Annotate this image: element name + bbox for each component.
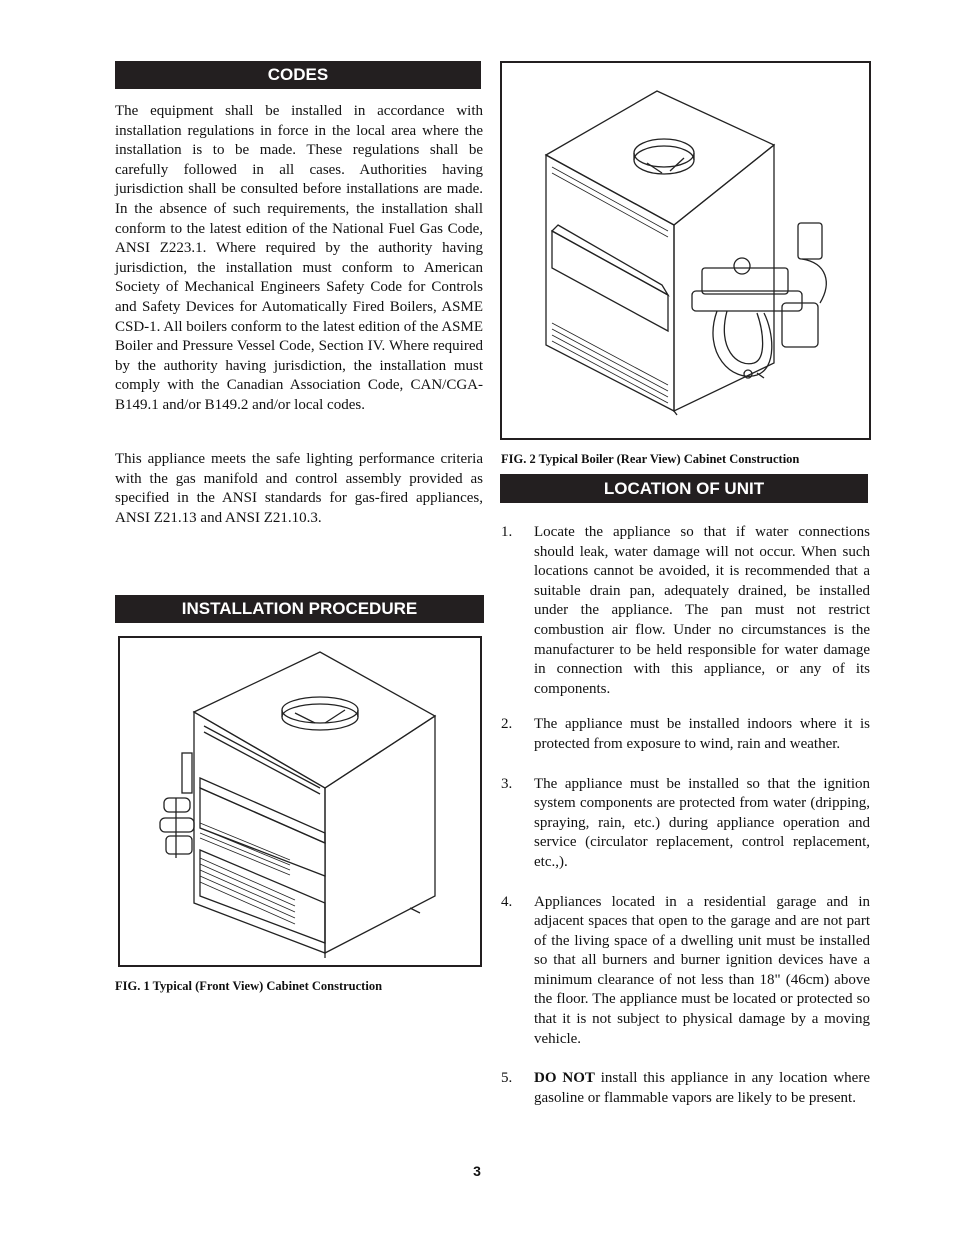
list-item-number: 5.: [501, 1070, 513, 1087]
list-item-text-rest: install this appliance in any location where gasoline or flammable vapors are likely to be present.: [534, 1070, 870, 1106]
fig2-frame: [500, 61, 871, 440]
installation-procedure-heading: INSTALLATION PROCEDURE: [115, 595, 484, 623]
list-item-text: The appliance must be installed indoors where it is protected from exposure to wind, rain and weather.: [534, 716, 870, 752]
list-item-number: 3.: [501, 775, 513, 792]
codes-heading: CODES: [115, 61, 481, 89]
fig1-caption: FIG. 1 Typical (Front View) Cabinet Construction: [115, 979, 383, 993]
list-item: [501, 893, 870, 1050]
page-number: 3: [473, 1163, 481, 1179]
list-item-text: The appliance must be installed so that the ignition system components are protected from water (dripping, spraying, rain, etc.) during appliance operation and service (circulator replacement, control replacement, etc.,).: [534, 775, 870, 870]
boiler-rear-view-illustration: [502, 63, 869, 438]
fig2-caption: FIG. 2 Typical Boiler (Rear View) Cabinet Construction: [501, 452, 800, 466]
list-item: [501, 715, 870, 754]
list-item-number: 4.: [501, 893, 513, 910]
list-item-number: 1.: [501, 524, 513, 540]
boiler-front-view-illustration: [120, 638, 480, 965]
location-list: [501, 523, 870, 1108]
fig1-frame: [118, 636, 482, 967]
list-item: [501, 775, 870, 873]
list-item: [501, 523, 870, 699]
codes-paragraph-2: This appliance meets the safe lighting performance criteria with the gas manifold and control assembly provided as specified in the ANSI standards for gas-fired appliances, ANSI Z21.13 and ANSI Z21.10.3.: [115, 451, 483, 526]
list-item-text: Locate the appliance so that if water connections should leak, water damage will not occur. When such locations cannot be avoided, it is recommended that a suitable drain pan, adequately drained, be installed under the appliance. The pan must not restrict combustion air flow. Under no circumstances is the manufacturer to be held responsible for water damage in connection with this appliance, or any of its components.: [534, 524, 870, 697]
list-item: [501, 1069, 870, 1108]
list-item-text: Appliances located in a residential garage and in adjacent spaces that open to the garage and are not part of the living space of a dwelling unit must be installed so that all burners and burner ignition devices have a minimum clearance of not less than 18" (46cm) above the floor. The appliance must be located or protected so that it is not subject to physical damage by a moving vehicle.: [534, 893, 870, 1047]
list-item-text: [534, 1069, 870, 1108]
codes-paragraph-1: The equipment shall be installed in accordance with installation regulations in force in the local area where the installation is to be made. These regulations shall be carefully followed in all cases. Authorities having jurisdiction shall be consulted before installations are made. In the absence of such requirements, the installation shall conform to the latest edition of the National Fuel Gas Code, ANSI Z223.1. Where required by the authority having jurisdiction, the installation must conform to American Society of Mechanical Engineers Safety Code for Controls and Safety Devices for Automatically Fired Boilers, ASME CSD-1. All boilers conform to the latest edition of the ASME Boiler and Pressure Vessel Code, Section IV. Where required by the authority having jurisdiction, the installation must comply with the Canadian Association Code, CAN/CGA-B149.1 and/or B149.2 and/or local codes.: [115, 103, 483, 413]
do-not-emphasis: DO NOT: [534, 1070, 595, 1087]
location-of-unit-heading: LOCATION OF UNIT: [500, 474, 868, 503]
list-item-number: 2.: [501, 716, 513, 733]
